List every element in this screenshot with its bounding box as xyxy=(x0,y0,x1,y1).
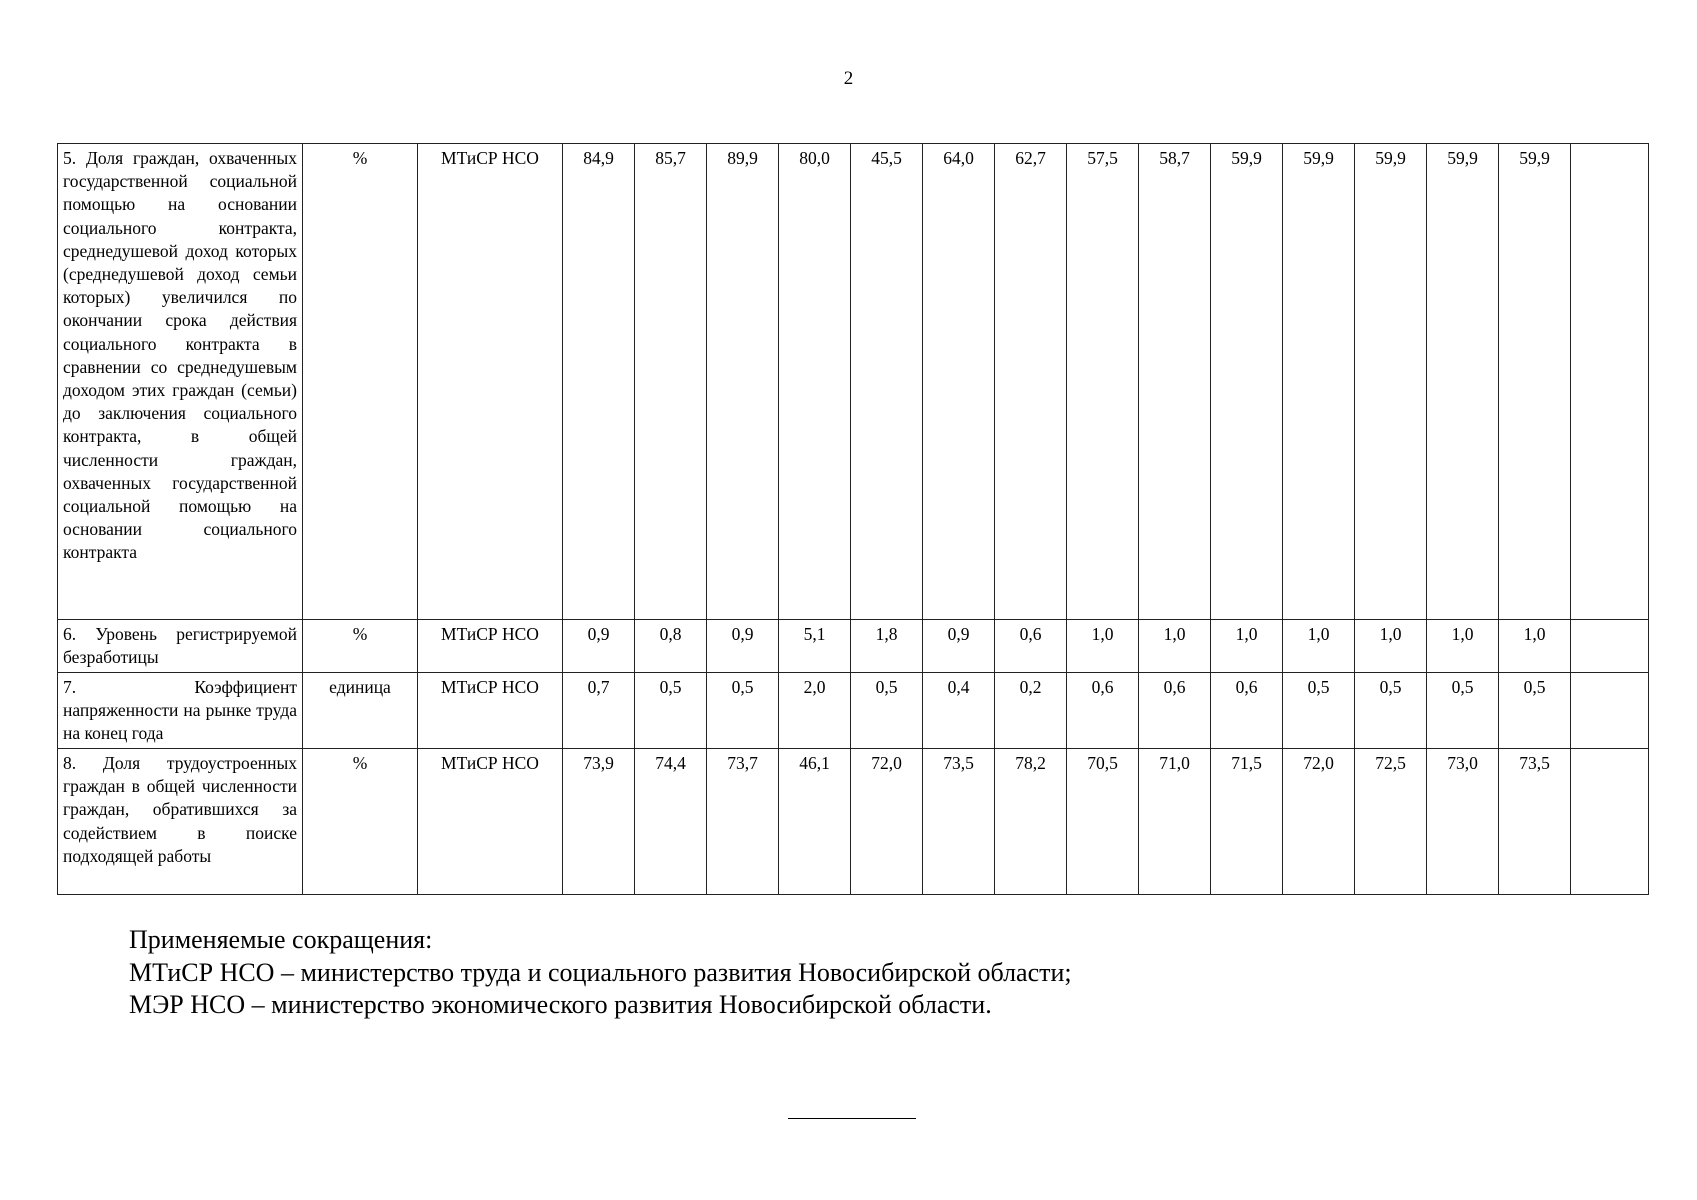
value-cell: 0,5 xyxy=(851,673,923,749)
value-cell: 1,8 xyxy=(851,620,923,673)
value-cell: 0,8 xyxy=(635,620,707,673)
value-cell: 0,5 xyxy=(707,673,779,749)
abbreviations-heading: Применяемые сокращения: xyxy=(129,925,433,954)
value-cell: 1,0 xyxy=(1211,620,1283,673)
value-cell: 57,5 xyxy=(1067,144,1139,620)
value-cell: 0,6 xyxy=(1211,673,1283,749)
value-cell: 84,9 xyxy=(563,144,635,620)
responsible-cell: МТиСР НСО xyxy=(418,749,563,895)
end-of-document-rule xyxy=(788,1118,916,1119)
value-cell: 0,5 xyxy=(1355,673,1427,749)
value-cell: 58,7 xyxy=(1139,144,1211,620)
value-cell: 0,9 xyxy=(923,620,995,673)
value-cell: 0,5 xyxy=(1283,673,1355,749)
value-cell: 1,0 xyxy=(1283,620,1355,673)
note-cell xyxy=(1571,620,1649,673)
unit-cell: % xyxy=(303,749,418,895)
indicator-name-cell: 5. Доля граждан, охваченных государственной социальной помощью на основании социального контракта, среднедушевой доход которых (среднедушевой доход семьи которых) увеличился по окончании срока действия социального контракта в сравнении со среднедушевым доходом этих граждан (семьи) до заключения социального контракта, в общей численности граждан, охваченных государственной социальной помощью на основании социального контракта xyxy=(58,144,303,620)
abbreviations-block xyxy=(129,924,1072,1022)
value-cell: 1,0 xyxy=(1139,620,1211,673)
value-cell: 59,9 xyxy=(1427,144,1499,620)
value-cell: 73,7 xyxy=(707,749,779,895)
unit-cell: % xyxy=(303,144,418,620)
responsible-cell: МТиСР НСО xyxy=(418,673,563,749)
page-number: 2 xyxy=(843,68,854,89)
value-cell: 73,5 xyxy=(1499,749,1571,895)
value-cell: 1,0 xyxy=(1499,620,1571,673)
note-cell xyxy=(1571,749,1649,895)
value-cell: 0,9 xyxy=(563,620,635,673)
note-cell xyxy=(1571,144,1649,620)
table-row xyxy=(58,749,1649,895)
value-cell: 0,6 xyxy=(995,620,1067,673)
value-cell: 0,5 xyxy=(1499,673,1571,749)
value-cell: 0,2 xyxy=(995,673,1067,749)
value-cell: 1,0 xyxy=(1067,620,1139,673)
value-cell: 85,7 xyxy=(635,144,707,620)
unit-cell: единица xyxy=(303,673,418,749)
value-cell: 73,5 xyxy=(923,749,995,895)
value-cell: 73,0 xyxy=(1427,749,1499,895)
value-cell: 78,2 xyxy=(995,749,1067,895)
value-cell: 72,5 xyxy=(1355,749,1427,895)
value-cell: 70,5 xyxy=(1067,749,1139,895)
value-cell: 45,5 xyxy=(851,144,923,620)
value-cell: 0,7 xyxy=(563,673,635,749)
abbreviation-item: МТиСР НСО – министерство труда и социального развития Новосибирской области; xyxy=(129,957,1072,987)
indicator-name-cell: 7. Коэффициент напряженности на рынке труда на конец года xyxy=(58,673,303,749)
value-cell: 71,0 xyxy=(1139,749,1211,895)
value-cell: 59,9 xyxy=(1283,144,1355,620)
value-cell: 80,0 xyxy=(779,144,851,620)
abbreviation-item: МЭР НСО – министерство экономического развития Новосибирской области. xyxy=(129,990,992,1019)
value-cell: 1,0 xyxy=(1355,620,1427,673)
indicator-name-cell: 6. Уровень регистрируемой безработицы xyxy=(58,620,303,673)
indicator-name-cell: 8. Доля трудоустроенных граждан в общей численности граждан, обратившихся за содействием в поиске подходящей работы xyxy=(58,749,303,895)
value-cell: 74,4 xyxy=(635,749,707,895)
responsible-cell: МТиСР НСО xyxy=(418,620,563,673)
value-cell: 71,5 xyxy=(1211,749,1283,895)
value-cell: 0,9 xyxy=(707,620,779,673)
value-cell: 62,7 xyxy=(995,144,1067,620)
value-cell: 0,6 xyxy=(1139,673,1211,749)
value-cell: 73,9 xyxy=(563,749,635,895)
responsible-cell: МТиСР НСО xyxy=(418,144,563,620)
value-cell: 59,9 xyxy=(1211,144,1283,620)
value-cell: 89,9 xyxy=(707,144,779,620)
unit-cell: % xyxy=(303,620,418,673)
value-cell: 72,0 xyxy=(851,749,923,895)
table-row xyxy=(58,673,1649,749)
value-cell: 2,0 xyxy=(779,673,851,749)
value-cell: 72,0 xyxy=(1283,749,1355,895)
note-cell xyxy=(1571,673,1649,749)
value-cell: 0,6 xyxy=(1067,673,1139,749)
value-cell: 64,0 xyxy=(923,144,995,620)
value-cell: 46,1 xyxy=(779,749,851,895)
value-cell: 59,9 xyxy=(1499,144,1571,620)
value-cell: 0,4 xyxy=(923,673,995,749)
value-cell: 0,5 xyxy=(1427,673,1499,749)
table-row xyxy=(58,620,1649,673)
value-cell: 5,1 xyxy=(779,620,851,673)
table-row xyxy=(58,144,1649,620)
value-cell: 59,9 xyxy=(1355,144,1427,620)
value-cell: 1,0 xyxy=(1427,620,1499,673)
value-cell: 0,5 xyxy=(635,673,707,749)
indicators-table xyxy=(57,143,1649,895)
